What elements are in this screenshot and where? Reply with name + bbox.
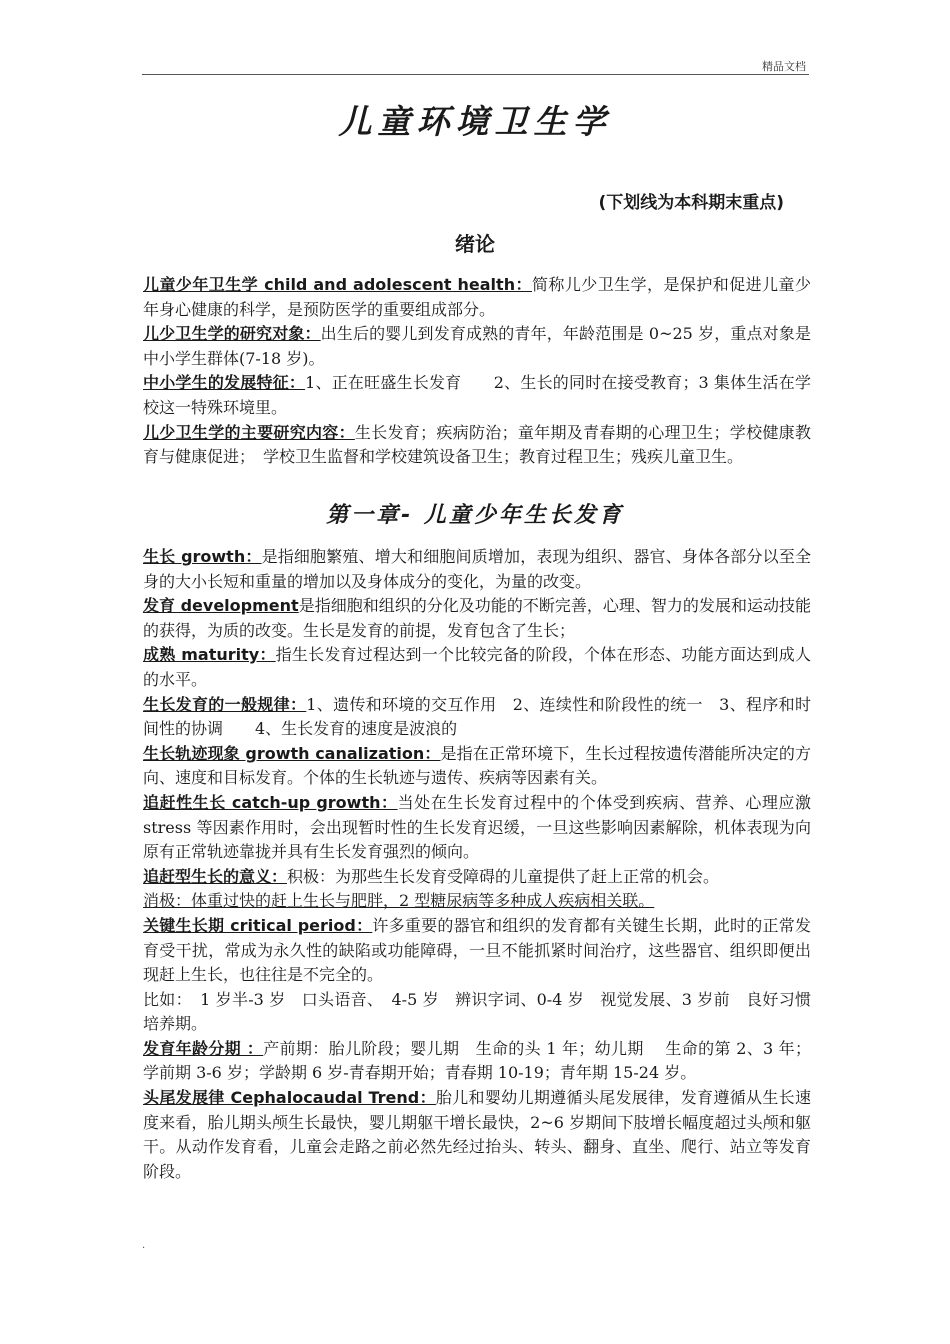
paragraph [143,865,811,890]
term: 头尾发展律 Cephalocaudal Trend： [143,1088,436,1108]
paragraph [143,594,811,643]
definition: 消极：体重过快的赶上生长与肥胖，2 型糖尿病等多种成人疾病相关联。 [143,891,655,911]
term: 儿少卫生学的主要研究内容： [143,422,355,442]
term: 追赶性生长 catch-up growth： [143,792,398,812]
intro-section [143,273,811,470]
definition: 是指细胞和组织的分化及功能的不断完善，心理、智力的发展和运动技能的获得，为质的改变。生长是发育的前提，发育包含了生长； [143,596,811,640]
paragraph [143,889,811,914]
term: 发育年龄分期 ： [143,1038,264,1058]
term: 追赶型生长的意义： [143,866,288,886]
paragraph [143,1086,811,1184]
footer-mark: . [142,1240,146,1251]
chapter-section [143,545,811,1184]
paragraph [143,914,811,988]
paragraph [143,742,811,791]
chapter-heading: 第一章- 儿童少年生长发育 [326,503,624,528]
paragraph [143,421,811,470]
definition: 出生后的婴儿到发育成熟的青年，年龄范围是 0~25 岁，重点对象是中小学生群体(7-18 岁)。 [143,324,811,368]
term: 生长发育的一般规律： [143,694,307,714]
paragraph [143,693,811,742]
definition: 是指在正常环境下，生长过程按遗传潜能所决定的方向、速度和目标发育。个体的生长轨迹与遗传、疾病等因素有关。 [143,743,811,788]
term: 生长轨迹现象 growth canalization： [143,743,441,763]
definition: 比如： 1 岁半-3 岁 口头语音、 4-5 岁 辨识字词、0-4 岁 视觉发展、3 岁前 良好习惯培养期。 [143,989,811,1034]
paragraph [143,1037,811,1086]
header-watermark: 精品文档 [762,60,806,73]
paragraph [143,988,811,1037]
definition: 胎儿和婴幼儿期遵循头尾发展律，发育遵循从生长速度来看，胎儿期头颅生长最快，婴儿期躯干增长最快，2~6 岁期间下肢增长幅度超过头颅和躯干。从动作发育看，儿童会走路之前必然先经过抬头、转头、翻身、直坐、爬行、站立等发育阶段。 [143,1088,811,1181]
term: 生长 growth： [143,547,262,566]
definition: 是指细胞繁殖、增大和细胞间质增加，表现为组织、器官、身体各部分以至全身的大小长短和重量的增加以及身体成分的变化，为量的改变。 [143,547,811,591]
definition: 1、正在旺盛生长发育 2、生长的同时在接受教育；3 集体生活在学校这一特殊环境里。 [143,373,811,417]
term: 儿童少年卫生学 child and adolescent health： [143,275,532,294]
definition: 许多重要的器官和组织的发育都有关键生长期，此时的正常发育受干扰，常成为永久性的缺陷或功能障碍，一旦不能抓紧时间治疗，这些器官、组织即便出现赶上生长，也往往是不完全的。 [143,915,811,985]
paragraph [143,371,811,420]
paragraph [143,545,811,594]
intro-heading: 绪论 [455,232,495,256]
definition: 生长发育；疾病防治；童年期及青春期的心理卫生；学校健康教育与健康促进； 学校卫生监督和学校建筑设备卫生；教育过程卫生；残疾儿童卫生。 [143,422,811,467]
paragraph [143,643,811,692]
definition: 当处在生长发育过程中的个体受到疾病、营养、心理应激 stress 等因素作用时，会出现暂时性的生长发育迟缓，一旦这些影响因素解除，机体表现为向原有正常轨迹靠拢并具有生长发育强烈的倾向。 [143,792,811,862]
term: 发育 development [143,596,299,616]
document-title: 儿童环境卫生学 [338,102,612,141]
header-divider [142,74,809,75]
definition: 积极：为那些生长发育受障碍的儿童提供了赶上正常的机会。 [287,866,720,886]
term: 儿少卫生学的研究对象： [143,324,321,344]
paragraph [143,322,811,371]
definition: 简称儿少卫生学，是保护和促进儿童少年身心健康的科学，是预防医学的重要组成部分。 [143,275,811,319]
paragraph [143,273,811,322]
term: 成熟 maturity： [143,645,276,665]
paragraph [143,791,811,865]
definition: 产前期：胎儿阶段；婴儿期 生命的头 1 年；幼儿期 生命的第 2、3 年；学前期 3-6 岁；学龄期 6 岁-青春期开始；青春期 10-19；青年期 15-24 岁。 [143,1038,811,1083]
term: 关键生长期 critical period： [143,915,373,935]
key-point-note: (下划线为本科期末重点) [598,193,784,213]
definition: 1、遗传和环境的交互作用 2、连续性和阶段性的统一 3、程序和时间性的协调 4、生长发育的速度是波浪的 [143,694,811,739]
definition: 指生长发育过程达到一个比较完备的阶段，个体在形态、功能方面达到成人的水平。 [143,645,811,689]
term: 中小学生的发展特征： [143,373,306,393]
